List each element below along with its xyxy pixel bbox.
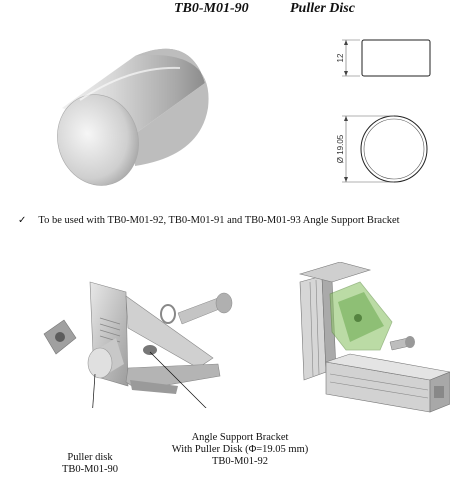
- highlighted-bracket: [330, 282, 392, 350]
- diameter-dimension-label: Ø 19.05: [336, 134, 345, 164]
- puller-disk-caption-line1: Puller disk: [67, 452, 113, 463]
- side-view-drawing: [330, 28, 450, 88]
- bracket-caption: [155, 432, 325, 468]
- part-name-title: Puller Disc: [290, 1, 355, 16]
- square-nut: [44, 320, 76, 354]
- bracket-caption-line1: Angle Support Bracket: [191, 432, 289, 443]
- puller-disk-caption-line2: TB0-M01-90: [62, 464, 118, 475]
- height-dimension-label: 12: [336, 53, 345, 63]
- usage-note: [18, 215, 400, 226]
- part-number-title: TB0-M01-90: [174, 1, 249, 16]
- bracket-caption-line2: With Puller Disk (Φ=19.05 mm): [171, 444, 309, 455]
- bracket-assembly-render: [38, 268, 268, 408]
- puller-disk-caption: [55, 452, 125, 476]
- profile-assembly-render: [280, 262, 450, 417]
- check-icon: ✓: [18, 215, 27, 226]
- front-view-drawing: [322, 108, 452, 188]
- puller-disc-render: [40, 38, 240, 188]
- bracket-caption-line3: TB0-M01-92: [212, 456, 268, 467]
- usage-note-text: To be used with TB0-M01-92, TB0-M01-91 and TB0-M01-93 Angle Support Bracket: [38, 215, 400, 226]
